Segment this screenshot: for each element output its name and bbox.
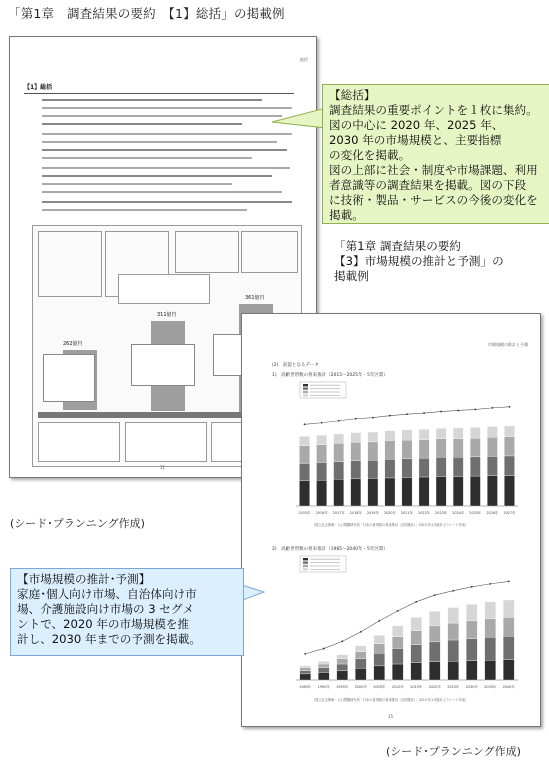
market-callout-line-3: ントで、2020 年の市場規模を推 [17,617,190,631]
chart2-bar-segment [374,653,385,666]
page-title: 「第1章 調査結果の要約 【1】総括」の掲載例 [8,6,285,21]
chart1-trend-point [338,420,340,422]
chart1-x-tick-label: 2025年 [469,511,482,515]
chart2-bar-segment [300,666,311,668]
market-callout-body [17,587,237,647]
chart1-x-tick-label: 2024年 [452,511,465,515]
chart2-x-tick-label: 1990年 [317,685,330,689]
chart1-bar-segment [334,479,344,506]
text-line-placeholder [42,115,282,117]
chart2-bar-segment [503,636,514,660]
chart1-legend-swatch [303,387,308,389]
text-line-placeholder [42,167,290,169]
chart2-trend-point [397,610,399,612]
chart2-bar-segment [485,619,496,637]
chart1-trend-line [305,407,510,424]
chart1-bar-segment [436,457,446,476]
chart1-x-tick-label: 2018年 [349,511,362,515]
summary-callout-line-6: 者意識等の調査結果を掲載。図の下段 [329,178,527,192]
text-line-placeholder [42,99,262,101]
chart2-bar-segment [448,623,459,640]
chart2-bar-segment [429,642,440,662]
text-line-placeholder [42,201,292,203]
text-line-placeholder [42,133,292,135]
chart1-legend-swatch [303,384,308,386]
chart2-bar-segment [337,671,348,680]
chart2-bar-segment [392,637,403,649]
chart1-trend-point [423,412,425,414]
chart2-bar-segment [466,639,477,661]
chart1-bar-segment [419,429,429,439]
chart2-bar-segment [429,626,440,642]
chart2-trend-point [341,640,343,642]
text-line-placeholder [42,191,282,193]
chart1-bar-segment [419,477,429,506]
chart1-bar-segment [385,459,395,478]
chart2-trend-point [434,594,436,596]
text-line-placeholder [42,183,232,185]
chart1-bar-segment [487,456,497,475]
text-line-placeholder [42,149,287,151]
chart2-x-tick-label: 2025年 [447,685,460,689]
chart1-bar-segment [299,481,309,506]
chart2-x-tick-label: 1985年 [299,685,312,689]
chart1-bar-segment [299,463,309,480]
chart2-bar-segment [466,621,477,639]
chart1-footnote: （国立社会保障・人口問題研究所「日本の世帯数の将来推計（全国推計）」2013 年1月推計よりシード作成） [312,523,469,527]
chart2-bar-segment [503,617,514,636]
chart1-legend-swatch [303,391,308,393]
chart2-bar-segment [503,600,514,617]
chart1-bar-segment [351,461,361,479]
chart1-trend-point [406,413,408,415]
chart2-x-tick-label: 1995年 [336,685,349,689]
chart1-x-tick-label: 2022年 [418,511,431,515]
chart2-bar-segment [411,645,422,663]
chart1-bar-segment [385,441,395,460]
diagram-value-2030: 361億円 [245,295,265,301]
market-callout-title: 【市場規模の推計･予測】 [17,572,151,586]
chart1-bar-segment [453,457,463,476]
chart2-bar-segment [448,640,459,661]
text-line-placeholder [42,175,272,177]
chart1-x-tick-label: 2021年 [400,511,414,515]
chart1-bar-segment [436,439,446,458]
right-page-section-heading: (2) 前提となるデータ [272,363,319,368]
chart2-bar-segment [318,664,329,668]
chart1-bar-segment [385,478,395,506]
chart2-bar-segment [466,604,477,620]
chart2-bar-segment [300,674,311,680]
chart2-bar-segment [300,668,311,671]
chart1-bar-segment [470,438,480,457]
chart1-bar-segment [334,462,344,480]
chart1-bar-segment [351,479,361,506]
chart2-bar-segment [374,635,385,643]
chapter3-caption-line-1: 「第1章 調査結果の要約 [334,239,461,253]
chart1-bar-segment [453,477,463,506]
chart2-trend-point [304,653,306,655]
chart1-bar-segment [470,457,480,476]
chart2-bar-segment [337,664,348,671]
market-callout-line-4: 計し、2030 年までの予測を掲載。 [17,632,201,646]
chart2-legend-swatch [303,561,308,563]
chart1-bar-segment [487,476,497,506]
chart1-x-tick-label: 2015年 [298,511,311,515]
chart1-bar-segment [368,478,378,506]
chart1-bar-segment [487,437,497,456]
chart2-svg [268,554,524,694]
chart2-bar-segment [466,661,477,680]
chart1-trend-point [321,422,323,424]
text-line-placeholder [42,141,277,143]
chart2-bar-segment [337,659,348,664]
chart1-x-tick-label: 2019年 [366,511,379,515]
summary-callout-line-7: に技術・製品・サービスの今後の変化を [329,193,538,207]
chart1-x-tick-label: 2023年 [435,511,448,515]
chart2-bar-segment [355,659,366,668]
chart1-bar-segment [402,477,412,506]
chart1-bar-segment [419,458,429,477]
chart1-bar-segment [504,437,514,456]
chart1-title: 1) 高齢世帯数の将来推計（2015～2025年・5年区間） [272,373,388,378]
chart1-bar-segment [436,477,446,506]
chart2-trend-point [378,620,380,622]
chart1-bar-segment [504,476,514,506]
chart2-legend-swatch [303,568,308,570]
summary-callout-line-1: 調査結果の重要ポイントを１枚に集約。 [329,103,538,117]
chart1-trend-point [304,423,306,425]
chart1-trend-point [457,410,459,412]
diagram-value-2012: 262億円 [63,341,83,347]
summary-callout-line-4: の変化を掲載。 [329,148,411,162]
chart2-trend-point [452,590,454,592]
chart2-bar-segment [355,652,366,659]
chart1-x-tick-label: 2017年 [332,511,345,515]
chart2 [268,554,524,694]
summary-callout-body [329,103,545,223]
text-line-placeholder [42,123,242,125]
chart1-trend-point [389,415,391,417]
chart2-x-tick-label: 2015年 [410,685,423,689]
chart2-bar-segment [318,661,329,664]
chart1-trend-point [440,411,442,413]
summary-callout-line-5: 図の上部に社会・制度や市場課題、利用 [329,163,538,177]
chart1-x-tick-label: 2026年 [486,511,499,515]
chart2-bar-segment [355,668,366,680]
chart1-trend-point [474,409,476,411]
chart2-trend-point [471,586,473,588]
chart2-bar-segment [300,671,311,674]
chart1-svg [268,380,524,520]
chart2-bar-segment [485,602,496,619]
chart1-bar-segment [504,426,514,437]
bottom-source-caption: (シード･プランニング作成) [386,745,521,758]
chart2-bar-segment [429,662,440,680]
chart2-bar-segment [448,661,459,680]
chart1-bar-segment [368,460,378,478]
summary-callout-line-8: 掲載。 [329,208,364,222]
chart1-bar-segment [299,436,309,445]
chart2-x-tick-label: 2000年 [354,685,367,689]
chart1-bar-segment [419,440,429,459]
summary-callout-line-3: 2030 年の市場規模と、主要指標 [329,133,502,147]
chart1-bar-segment [470,427,480,438]
summary-callout-line-2: 図の中心に 2020 年、2025 年、 [329,118,504,132]
chart1-bar-segment [368,442,378,460]
chart1-bar-segment [299,446,309,464]
summary-callout [322,84,549,224]
chart2-bar-segment [485,637,496,660]
left-page-header-right: 総括 [300,57,308,62]
chart1 [268,380,524,520]
chart2-trend-point [323,648,325,650]
chart1-bar-segment [368,432,378,442]
market-callout [10,568,244,656]
market-callout-line-2: 場、介護施設向け市場の 3 セグメ [17,602,194,616]
chart1-bar-segment [504,456,514,476]
chart2-x-tick-label: 2030年 [465,685,478,689]
chart1-bar-segment [402,459,412,478]
chart2-trend-point [489,583,491,585]
chart1-bar-segment [316,445,326,463]
right-page-header-right: 市場規模の推計と予測 [488,342,528,347]
text-line-placeholder [42,157,252,159]
chart2-legend-swatch [303,558,308,560]
chart2-bar-segment [337,655,348,659]
chart2-bar-segment [392,626,403,637]
left-page-number: 11 [160,465,166,470]
chart2-bar-segment [318,668,329,673]
chart1-legend-swatch [303,394,308,396]
chart2-x-tick-label: 2040年 [502,685,515,689]
chart2-trend-point [415,601,417,603]
chart2-bar-segment [355,646,366,652]
chart2-bar-segment [374,666,385,680]
diagram-value-2020: 311億円 [157,312,177,318]
chart1-bar-segment [334,443,344,461]
chart2-trend-point [360,631,362,633]
chart2-bar-segment [448,608,459,624]
chart1-bar-segment [351,433,361,443]
chart1-bar-segment [470,476,480,506]
chart1-trend-point [509,406,511,408]
chart2-x-tick-label: 2005年 [373,685,386,689]
chapter3-caption-line-2: 【3】市場規模の推計と予測」の [334,254,504,268]
text-line-placeholder [42,107,292,109]
chart1-bar-segment [316,462,326,480]
chart1-trend-point [355,418,357,420]
chart2-bar-segment [485,660,496,680]
summary-callout-pointer [268,100,326,140]
chart1-x-tick-label: 2016年 [315,511,328,515]
chart2-bar-segment [411,663,422,680]
chart2-bar-segment [318,672,329,680]
chart1-bar-segment [316,435,326,444]
left-source-caption: (シード･プランニング作成) [10,517,145,530]
chart1-bar-segment [436,428,446,438]
chart1-trend-point [491,407,493,409]
chart2-bar-segment [374,644,385,653]
chart2-x-tick-label: 2010年 [391,685,404,689]
chapter3-caption [334,239,504,284]
chart2-legend-swatch [303,565,308,567]
chart2-footnote: （国立社会保障・人口問題研究所「日本の世帯数の将来推計（全国推計）」2013 年1月推計よりシード作成） [312,698,469,702]
chapter3-caption-line-3: 掲載例 [334,269,369,283]
chart1-x-tick-label: 2027年 [503,511,516,515]
chart1-bar-segment [453,428,463,439]
summary-callout-title: 【総括】 [329,88,376,102]
chart2-bar-segment [429,611,440,626]
text-line-placeholder [42,209,247,211]
chart1-bar-segment [453,439,463,458]
chart2-x-tick-label: 2020年 [428,685,441,689]
chart2-bar-segment [392,648,403,664]
chart1-bar-segment [402,440,412,459]
chart1-bar-segment [334,434,344,443]
chart1-bar-segment [402,430,412,440]
chart1-bar-segment [487,426,497,437]
chart2-bar-segment [392,664,403,680]
chart1-x-tick-label: 2020年 [383,511,396,515]
chart2-bar-segment [411,631,422,645]
left-page-section-heading: 【1】総括 [24,82,294,94]
market-callout-line-1: 家庭･個人向け市場、自治体向け市 [17,587,197,601]
chart2-bar-segment [411,617,422,630]
chart2-x-tick-label: 2035年 [484,685,497,689]
chart2-trend-line [305,581,509,653]
chart1-bar-segment [351,442,361,460]
chart1-bar-segment [316,480,326,506]
chart2-trend-point [508,581,510,583]
right-page-number: 15 [388,714,394,719]
chart2-bar-segment [503,660,514,680]
chart1-bar-segment [385,431,395,441]
chart1-trend-point [372,417,374,419]
market-page-thumbnail [241,313,541,727]
chart2-title: 2) 高齢世帯数の将来推計（1985～2040年・5年区間） [272,547,388,552]
